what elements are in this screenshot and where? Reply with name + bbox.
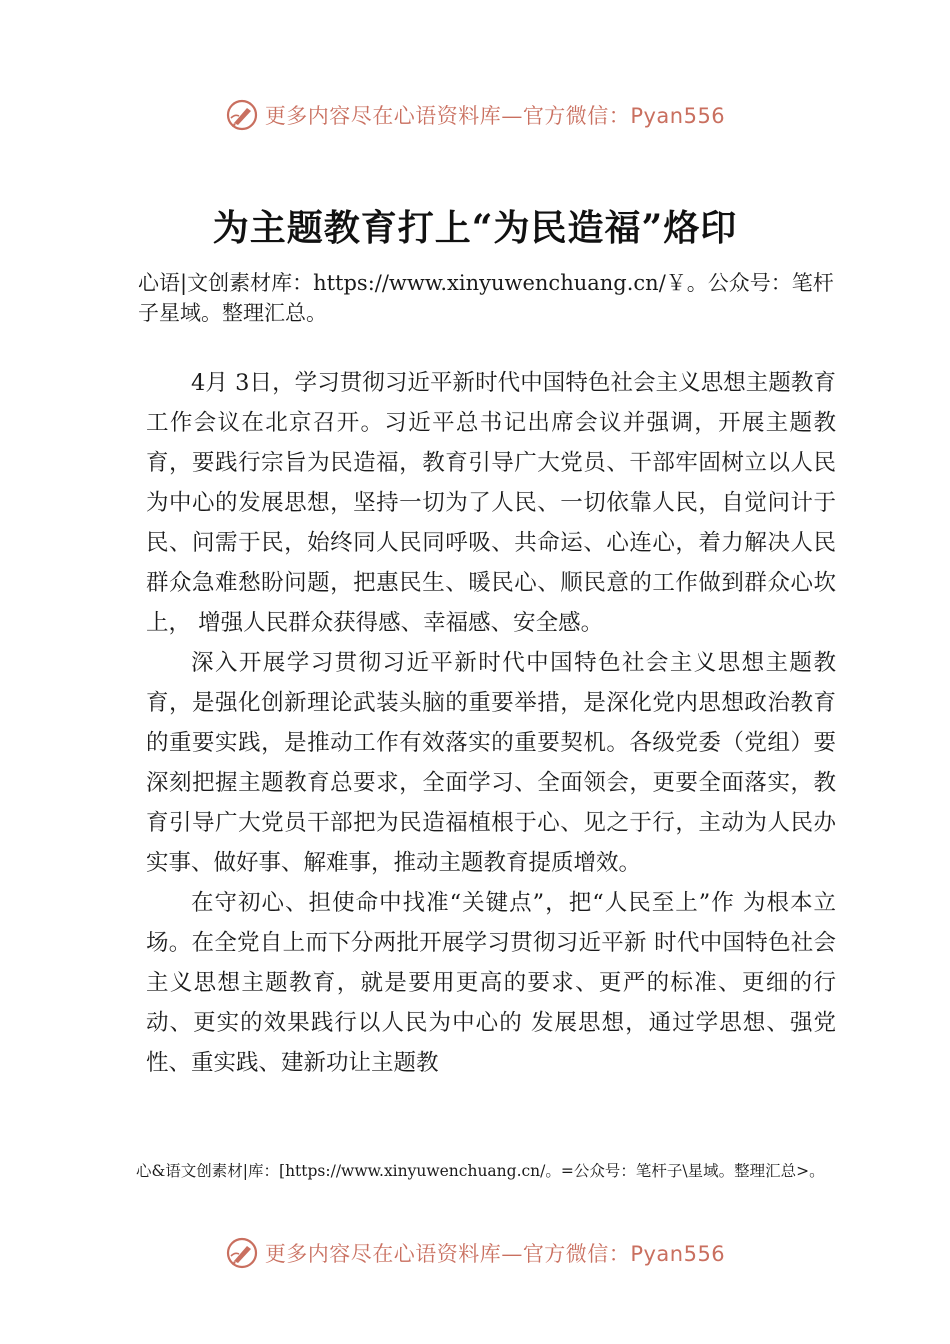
article-title: 为主题教育打上“为民造福”烙印 [212,207,738,249]
header-banner [0,95,950,135]
paragraph: 4月 3日，学习贯彻习近平新时代中国特色社会主义思想主题教育工作会议在北京召开。习近平总书记出席会议并强调，开展主题教育，要践行宗旨为民造福，教育引导广大党员、干部牢固树立以人民为中心的发展思想，坚持一切为了人民、一切依靠人民，自觉问计于民、问需于民，始终同人民同呼吸、共命运、心连心，着力解决人民群众急难愁盼问题，把惠民生、暖民心、顺民意的工作做到群众心坎上， 增强人民群众获得感、幸福感、安全感。 [146,370,836,636]
paragraph: 在守初心、担使命中找准“关键点”，把“人民至上”作 为根本立场。在全党自上而下分两批开展学习贯彻习近平新 时代中国特色社会主义思想主题教育，就是要用更高的要求、更严的标准、更细的行动、更实的效果践行以人民为中心的 发展思想，通过学思想、强党性、重实践、建新功让主题教 [146,890,836,1076]
wechat-id: Pyan556 [630,104,726,128]
wechat-id: Pyan556 [630,1242,726,1266]
pen-logo-icon [225,1236,259,1270]
article-body [146,363,836,1083]
footer-note: 心&语文创素材|库：[https://www.xinyuwenchuang.cn/。=公众号：笔杆子\星域。整理汇总>。 [136,1162,825,1180]
paragraph: 深入开展学习贯彻习近平新时代中国特色社会主义思想主题教育，是强化创新理论武装头脑的重要举措，是深化党内思想政治教育的重要实践，是推动工作有效落实的重要契机。各级党委（党组）要深刻把握主题教育总要求，全面学习、全面领会，更要全面落实，教育引导广大党员干部把为民造福植根于心、见之于行，主动为人民办实事、做好事、解难事，推动主题教育提质增效。 [146,650,836,876]
footer-banner [0,1233,950,1273]
pen-logo-icon [225,98,259,132]
banner-text: 更多内容尽在心语资料库—官方微信：Pyan556 [264,104,726,128]
source-line: 心语|文创素材库：https://www.xinyuwenchuang.cn/￥。公众号：笔杆子星域。整理汇总。 [138,271,834,325]
banner-text: 更多内容尽在心语资料库—官方微信：Pyan556 [264,1242,726,1266]
